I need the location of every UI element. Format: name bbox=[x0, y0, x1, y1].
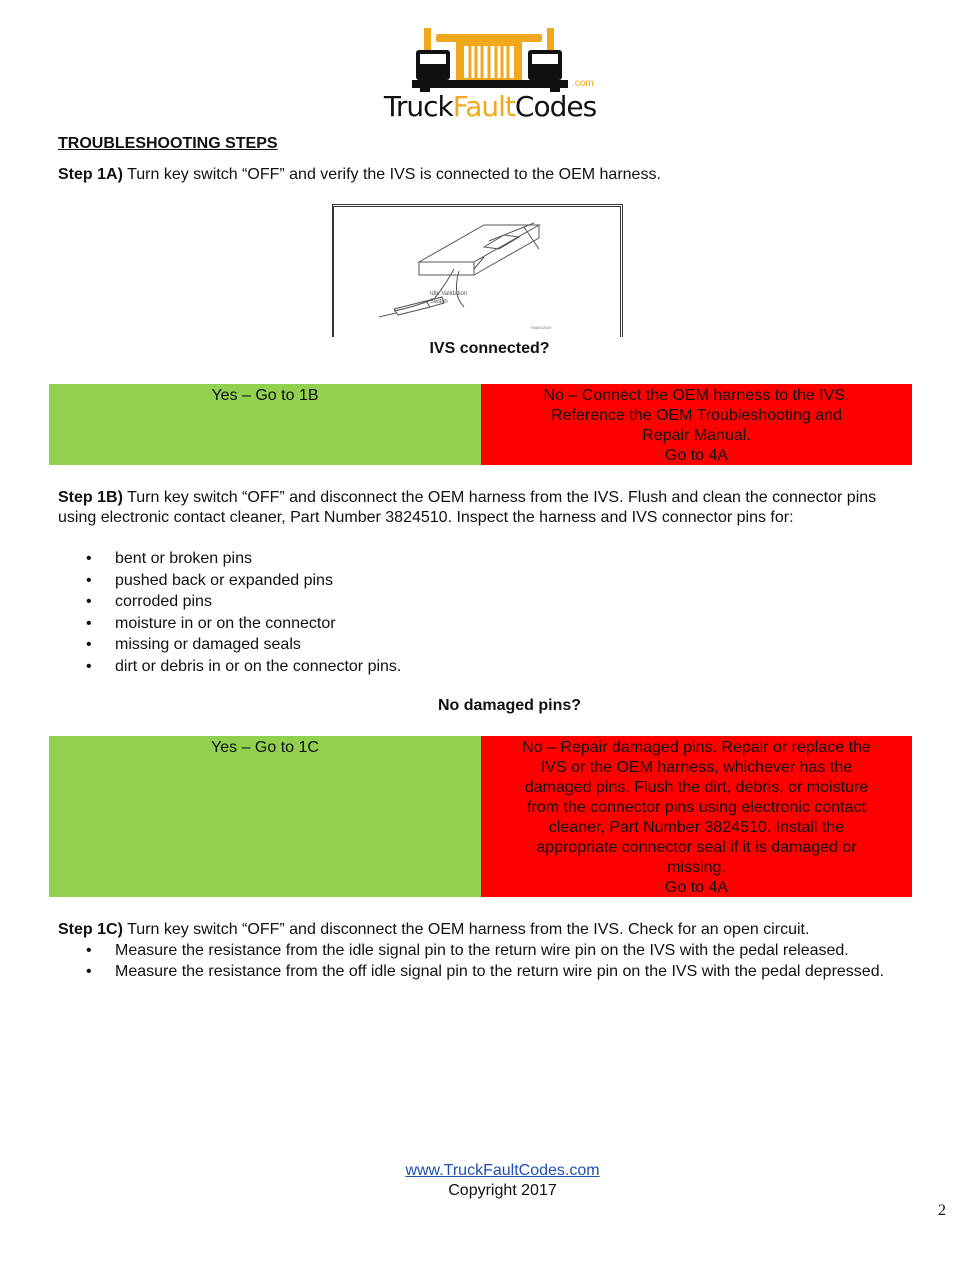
truck-logo-icon bbox=[376, 20, 604, 92]
decision-2-no bbox=[481, 736, 912, 897]
page-number: 2 bbox=[938, 1202, 946, 1219]
figure-label-line2: Switch bbox=[430, 299, 448, 305]
list-item: • missing or damaged seals bbox=[58, 634, 898, 656]
step-1b-text: Turn key switch “OFF” and disconnect the OEM harness from the IVS. Flush and clean the connector pins using electronic contact cleaner, Part Number 3824510. Inspect the harness and IVS connector pins for: bbox=[58, 489, 877, 526]
step-1c-bullet-list bbox=[58, 941, 898, 982]
decision-1-no-line: Go to 4A bbox=[664, 447, 729, 464]
logo-word-truck: Truck bbox=[383, 90, 453, 123]
list-item: • Measure the resistance from the off idle signal pin to the return wire pin on the IVS with the pedal depressed. bbox=[58, 962, 898, 983]
list-item: • dirt or debris in or on the connector pins. bbox=[58, 656, 898, 678]
decision-2-yes: Yes – Go to 1C bbox=[49, 736, 481, 897]
decision-1-no-line: Repair Manual. bbox=[642, 427, 751, 444]
step-1a-label: Step 1A) bbox=[58, 166, 123, 183]
step-1c bbox=[58, 920, 898, 940]
list-item: • bent or broken pins bbox=[58, 548, 898, 570]
step-1a-text: Turn key switch “OFF” and verify the IVS is connected to the OEM harness. bbox=[122, 166, 661, 183]
logo-word-codes: Codes bbox=[514, 90, 597, 123]
decision-2-no-line: missing. bbox=[667, 859, 726, 876]
decision-1-yes: Yes – Go to 1B bbox=[49, 384, 481, 465]
question-no-damaged-pins: No damaged pins? bbox=[437, 697, 582, 714]
logo-word-fault: Fault bbox=[452, 90, 515, 123]
list-item: • Measure the resistance from the idle signal pin to the return wire pin on the IVS with the pedal released. bbox=[58, 941, 898, 962]
section-title: TROUBLESHOOTING STEPS bbox=[58, 135, 278, 152]
list-item: • moisture in or on the connector bbox=[58, 613, 898, 635]
logo-wordmark bbox=[376, 90, 604, 124]
truckfaultcodes-logo bbox=[376, 20, 604, 128]
decision-1-no-line: Reference the OEM Troubleshooting and bbox=[551, 407, 842, 424]
decision-2-no-line: IVS or the OEM harness, whichever has the bbox=[540, 759, 853, 776]
logo-com-text: .com bbox=[572, 78, 594, 89]
figure-code: TM8002020 bbox=[530, 325, 552, 330]
list-item: • corroded pins bbox=[58, 591, 898, 613]
decision-1-no-line: No – Connect the OEM harness to the IVS. bbox=[543, 387, 850, 404]
decision-2-no-line: No – Repair damaged pins. Repair or replace the bbox=[522, 739, 871, 756]
step-1b bbox=[58, 488, 898, 528]
step-1b-bullet-list bbox=[58, 548, 898, 677]
footer-link-row bbox=[0, 1162, 979, 1180]
decision-2-no-line: from the connector pins using electronic contact bbox=[527, 799, 866, 816]
step-1c-label: Step 1C) bbox=[58, 921, 123, 938]
decision-table-1 bbox=[49, 384, 912, 465]
decision-table-2 bbox=[49, 736, 912, 897]
question-ivs-connected: IVS connected? bbox=[429, 340, 550, 357]
ivs-connector-illustration bbox=[334, 207, 620, 337]
decision-2-no-line: damaged pins. Flush the dirt, debris, or moisture bbox=[524, 779, 869, 796]
figure-label-line1: Idle Validation bbox=[430, 291, 468, 297]
decision-2-no-line: Go to 4A bbox=[664, 879, 729, 896]
list-item: • pushed back or expanded pins bbox=[58, 570, 898, 592]
step-1a bbox=[58, 165, 898, 185]
ivs-diagram bbox=[332, 204, 623, 337]
step-1c-text: Turn key switch “OFF” and disconnect the OEM harness from the IVS. Check for an open circuit. bbox=[122, 921, 810, 938]
footer-website-link[interactable]: www.TruckFaultCodes.com bbox=[405, 1162, 600, 1179]
decision-1-no bbox=[481, 384, 912, 465]
decision-2-no-line: cleaner, Part Number 3824510. Install the bbox=[548, 819, 845, 836]
step-1b-label: Step 1B) bbox=[58, 489, 123, 506]
decision-2-no-line: appropriate connector seal if it is damaged or bbox=[536, 839, 857, 856]
footer-copyright: Copyright 2017 bbox=[448, 1182, 557, 1199]
